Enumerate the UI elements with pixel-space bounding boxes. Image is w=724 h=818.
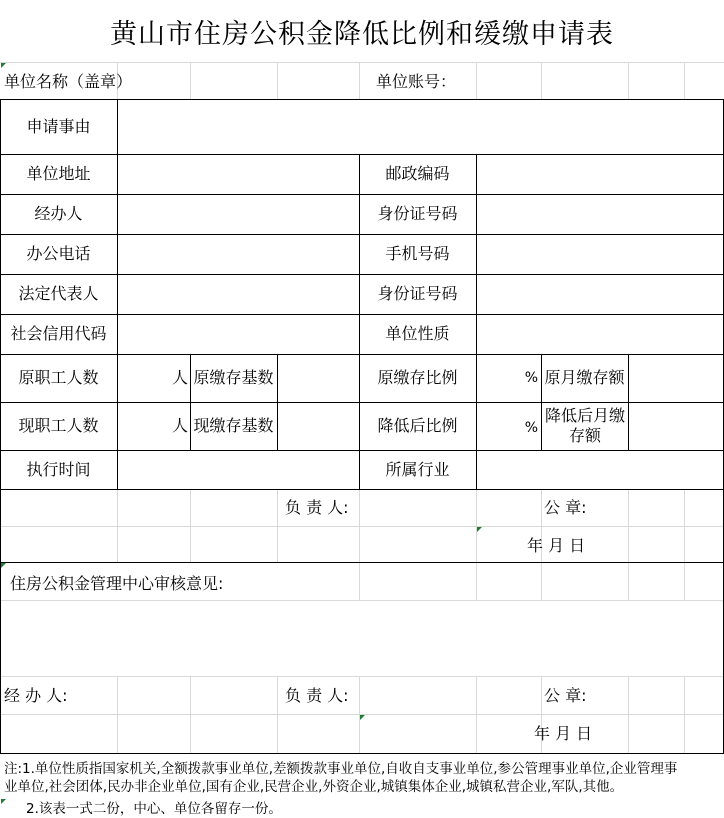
cell-marker-icon xyxy=(1,63,6,68)
industry-field[interactable] xyxy=(477,451,723,489)
cur-base-field[interactable] xyxy=(278,403,359,450)
review-label: 住房公积金管理中心审核意见: xyxy=(10,574,224,593)
note-line-2: 业单位,社会团体,民办非企业单位,国有企业,民营企业,外资企业,城镇集体企业,城镇私营企业,军队,其他。 xyxy=(4,779,624,795)
unit-nature-field[interactable] xyxy=(477,315,723,354)
cur-staff-label: 现职工人数 xyxy=(18,416,99,435)
credit-code-field[interactable] xyxy=(118,315,359,354)
responsible-label: 负 责 人: xyxy=(285,498,349,517)
mobile-field[interactable] xyxy=(477,235,723,274)
unit-nature-label: 单位性质 xyxy=(385,324,450,343)
handler-field[interactable] xyxy=(118,195,359,234)
cell-marker-icon xyxy=(1,799,6,804)
id-number-label: 身份证号码 xyxy=(377,204,458,223)
orig-monthly-label: 原月缴存额 xyxy=(544,368,625,387)
id-number2-field[interactable] xyxy=(477,275,723,314)
credit-code-label: 社会信用代码 xyxy=(10,324,107,343)
unit-address-field[interactable] xyxy=(118,155,359,194)
review-handler-label: 经 办 人: xyxy=(4,686,68,705)
legal-rep-field[interactable] xyxy=(118,275,359,314)
orig-base-label: 原缴存基数 xyxy=(193,368,274,387)
date-label: 年 月 日 xyxy=(527,536,586,555)
orig-monthly-field[interactable] xyxy=(629,355,723,402)
unit-account-label: 单位账号： xyxy=(376,72,457,91)
unit-name-label: 单位名称（盖章） xyxy=(4,72,133,91)
new-monthly-field[interactable] xyxy=(629,403,723,450)
handler-label: 经办人 xyxy=(34,204,83,223)
postal-code-label: 邮政编码 xyxy=(385,164,450,183)
cell-marker-icon xyxy=(1,563,6,568)
percent-sign: % xyxy=(524,370,538,386)
legal-rep-label: 法定代表人 xyxy=(18,284,99,303)
new-monthly-label: 降低后月缴存额 xyxy=(544,406,625,445)
orig-staff-label: 原职工人数 xyxy=(18,368,99,387)
note-line-1: 注:1.单位性质指国家机关,全额拨款事业单位,差额拨款事业单位,自收自支事业单位,参公管理事业单位,企业管理事 xyxy=(4,761,678,777)
apply-reason-field[interactable] xyxy=(118,100,723,154)
exec-time-label: 执行时间 xyxy=(26,460,91,479)
industry-label: 所属行业 xyxy=(385,460,450,479)
percent-sign: % xyxy=(524,420,538,436)
unit-address-label: 单位地址 xyxy=(26,164,91,183)
office-phone-label: 办公电话 xyxy=(26,244,91,263)
id-number-field[interactable] xyxy=(477,195,723,234)
new-ratio-label: 降低后比例 xyxy=(377,416,458,435)
note-line-3: 2.该表一式二份，中心、单位各留存一份。 xyxy=(26,801,282,817)
cell-marker-icon xyxy=(360,715,365,720)
review-date-label: 年 月 日 xyxy=(534,724,593,743)
orig-ratio-label: 原缴存比例 xyxy=(377,368,458,387)
person-unit: 人 xyxy=(171,416,188,435)
form-title: 黄山市住房公积金降低比例和缓缴申请表 xyxy=(110,19,614,50)
cur-base-label: 现缴存基数 xyxy=(193,416,274,435)
review-seal-label: 公 章: xyxy=(544,686,587,705)
review-opinion-field[interactable] xyxy=(2,600,723,676)
apply-reason-label: 申请事由 xyxy=(26,117,91,136)
review-responsible-label: 负 责 人: xyxy=(285,686,349,705)
id-number2-label: 身份证号码 xyxy=(377,284,458,303)
cell-marker-icon xyxy=(477,527,482,532)
orig-base-field[interactable] xyxy=(278,355,359,402)
office-phone-field[interactable] xyxy=(118,235,359,274)
exec-time-field[interactable] xyxy=(118,451,359,489)
seal-label: 公 章: xyxy=(544,498,587,517)
person-unit: 人 xyxy=(171,368,188,387)
postal-code-field[interactable] xyxy=(477,155,723,194)
mobile-label: 手机号码 xyxy=(385,244,450,263)
